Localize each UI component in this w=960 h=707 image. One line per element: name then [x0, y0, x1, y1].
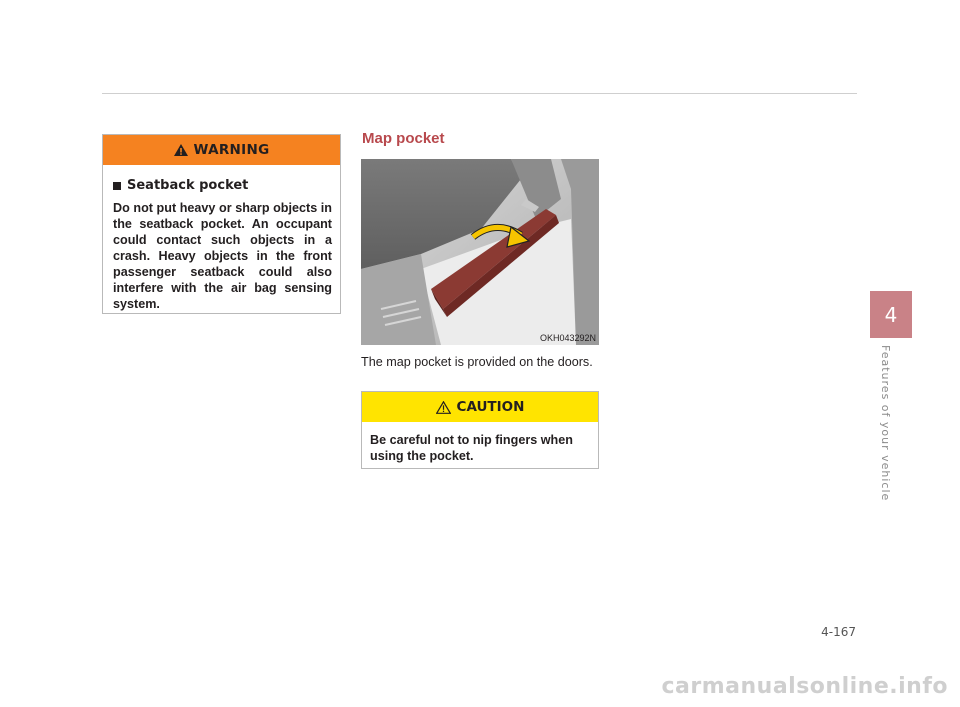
top-rule [102, 93, 857, 94]
caution-label: CAUTION [456, 399, 525, 415]
warning-body: Do not put heavy or sharp objects in the seatback pocket. An occupant could contact such objects in a crash. Heavy objects in the front passenger seatback could also interfere with the air bag sensing system. [113, 201, 332, 311]
caution-triangle-icon [436, 401, 451, 414]
chapter-title: Features of your vehicle [879, 345, 892, 502]
warning-subheading [113, 178, 340, 193]
chapter-tab [870, 291, 912, 338]
door-map-pocket-illustration [361, 159, 599, 345]
warning-triangle-icon [174, 144, 188, 156]
caution-body: Be careful not to nip fingers when using the pocket. [370, 433, 573, 463]
warning-label: WARNING [193, 142, 270, 158]
chapter-number: 4 [884, 302, 898, 327]
warning-box [102, 134, 341, 314]
caution-box [361, 391, 599, 469]
warning-header [103, 135, 340, 165]
map-pocket-photo [361, 159, 599, 345]
section-title: Map pocket [362, 130, 445, 147]
image-code: OKH043292N [539, 333, 596, 343]
caution-header [362, 392, 598, 422]
watermark: carmanualsonline.info [661, 674, 948, 699]
warning-subheading-text: Seatback pocket [127, 178, 249, 193]
page-number: 4-167 [821, 625, 856, 639]
intro-text: The map pocket is provided on the doors. [361, 355, 593, 369]
square-bullet-icon [113, 182, 121, 190]
